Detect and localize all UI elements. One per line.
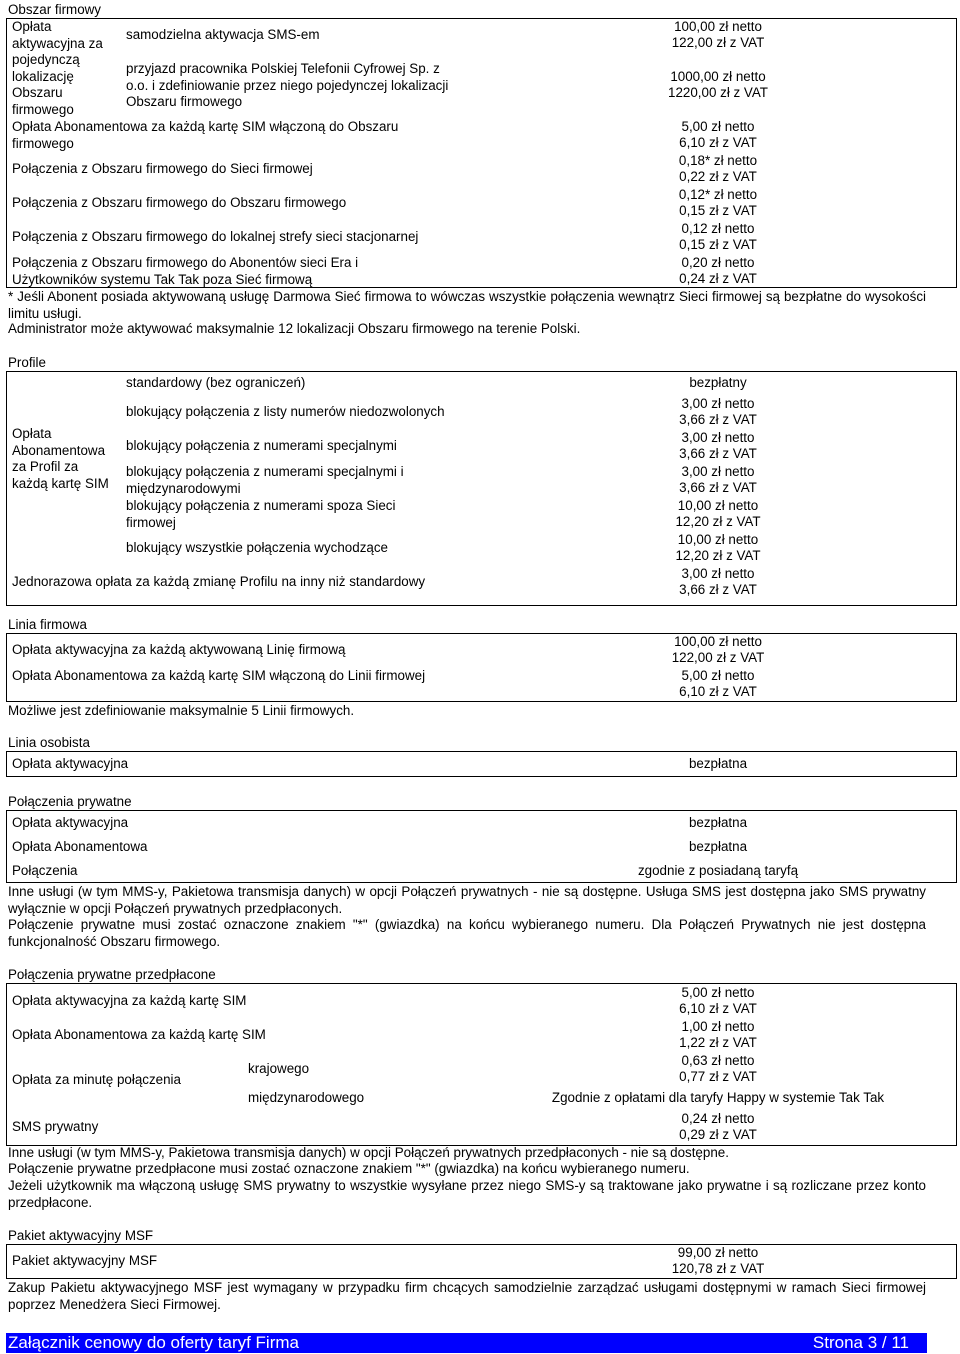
obszar-row-net: 5,00 zł netto [681,119,755,134]
footer-title: Załącznik cenowy do oferty taryf Firma [8,1333,299,1352]
profile-row-vat: 12,20 zł z VAT [675,514,761,529]
linia-firmowa-row-net: 5,00 zł netto [681,668,755,683]
prywatne-row-value: bezpłatna [688,815,748,830]
przedplacone-domestic-label: krajowego [248,1061,310,1076]
profile-row-net: bezpłatny [689,375,747,390]
section-title-linia-osobista: Linia osobista [8,735,90,750]
linia-firmowa-row-vat: 122,00 zł z VAT [671,650,765,665]
przedplacone-abon-label: Opłata Abonamentowa za każdą kartę SIM [12,1027,266,1042]
linia-firmowa-row-label: Opłata aktywacyjna za każdą aktywowaną Linię firmową [12,642,346,657]
obszar-activation-label: Opłata aktywacyjna za pojedynczą lokalizację Obszaru firmowego [12,19,103,117]
linia-firmowa-row-net: 100,00 zł netto [674,634,762,649]
msf-note: Zakup Pakietu aktywacyjnego MSF jest wymagany w przypadku firm chcących samodzielnie zarządzać usługami dostępnymi w ramach Sieci firmowej poprzez Menedżera Sieci Firmowej. [8,1280,926,1312]
obszar-row-vat: 0,24 zł z VAT [679,271,757,286]
obszar-worker-net: 1000,00 zł netto [670,69,766,84]
profile-row-vat: 12,20 zł z VAT [675,548,761,563]
profile-fee-label: Opłata Abonamentowa za Profil za każdą kartę SIM [12,426,109,491]
przedplacone-sms-vat: 0,29 zł z VAT [679,1127,757,1142]
footer-page-number: Strona 3 / 11 [812,1333,909,1352]
obszar-row-label: Połączenia z Obszaru firmowego do lokalnej strefy sieci stacjonarnej [12,229,419,244]
obszar-row-vat: 0,15 zł z VAT [679,237,757,252]
obszar-row-label: Połączenia z Obszaru firmowego do Abonentów sieci Era i Użytkowników systemu Tak Tak poza Sieć firmową [12,255,359,287]
profile-row-net: 10,00 zł netto [677,532,759,547]
profile-row-label: blokujący połączenia z numerami specjalnymi [126,438,397,453]
profile-row-label: blokujący wszystkie połączenia wychodzące [126,540,388,555]
profile-row-label: blokujący połączenia z numerami spoza Sieci firmowej [126,498,396,530]
section-title-profile: Profile [8,355,46,370]
profile-row-vat: 3,66 zł z VAT [679,412,757,427]
obszar-row-net: 0,12 zł netto [681,221,755,236]
obszar-sms-net: 100,00 zł netto [674,19,762,34]
przedplacone-abon-net: 1,00 zł netto [681,1019,755,1034]
profile-change-label: Jednorazowa opłata za każdą zmianę Profilu na inny niż standardowy [12,574,426,589]
prywatne-row-label: Opłata aktywacyjna [12,815,129,830]
msf-row-net: 99,00 zł netto [677,1245,759,1260]
obszar-row-label: Opłata Abonamentowa za każdą kartę SIM włączoną do Obszaru firmowego [12,119,399,151]
obszar-row-vat: 0,15 zł z VAT [679,203,757,218]
obszar-row-vat: 6,10 zł z VAT [679,135,757,150]
profile-change-vat: 3,66 zł z VAT [679,582,757,597]
przedplacone-note-asterisk: Połączenie prywatne przedpłacone musi zostać oznaczone znakiem "*" (gwiazdka) na końcu wybieranego numeru. [8,1161,690,1176]
przedplacone-sms-net: 0,24 zł netto [681,1111,755,1126]
prywatne-row-value: zgodnie z posiadaną taryfą [637,863,799,878]
profile-row-net: 10,00 zł netto [677,498,759,513]
profile-row-net: 3,00 zł netto [681,464,755,479]
obszar-row-label: Połączenia z Obszaru firmowego do Obszaru firmowego [12,195,347,210]
msf-row-label: Pakiet aktywacyjny MSF [12,1253,158,1268]
profile-change-net: 3,00 zł netto [681,566,755,581]
linia-firmowa-row-label: Opłata Abonamentowa za każdą kartę SIM włączoną do Linii firmowej [12,668,426,683]
linia-osobista-row-label: Opłata aktywacyjna [12,756,129,771]
linia-firmowa-note: Możliwe jest zdefiniowanie maksymalnie 5 Linii firmowych. [8,703,355,718]
profile-row-label: blokujący połączenia z listy numerów niedozwolonych [126,404,445,419]
page-footer [6,1333,927,1353]
obszar-note-darmowa: * Jeśli Abonent posiada aktywowaną usługę Darmowa Sieć firmowa to wówczas wszystkie połączenia wewnątrz Sieci firmowej są bezpłatne do wysokości limitu usługi. [8,289,926,321]
prywatne-row-label: Połączenia [12,863,78,878]
section-title-obszar: Obszar firmowy [8,2,102,17]
przedplacone-intl-label: międzynarodowego [248,1090,365,1105]
obszar-row-net: 0,20 zł netto [681,255,755,270]
obszar-sms-vat: 122,00 zł z VAT [671,35,765,50]
przedplacone-note-services: Inne usługi (w tym MMS-y, Pakietowa transmisja danych) w opcji Połączeń prywatnych przedpłaconych - nie są dostępne. [8,1145,729,1160]
linia-osobista-row-value: bezpłatna [688,756,748,771]
przedplacone-activation-vat: 6,10 zł z VAT [679,1001,757,1016]
section-title-msf: Pakiet aktywacyjny MSF [8,1228,154,1243]
przedplacone-sms-label: SMS prywatny [12,1119,99,1134]
obszar-row-net: 0,12* zł netto [678,187,758,202]
obszar-row-net: 0,18* zł netto [678,153,758,168]
profile-row-label: blokujący połączenia z numerami specjalnymi i międzynarodowymi [126,464,404,496]
profile-row-label: standardowy (bez ograniczeń) [126,375,306,390]
section-title-linia-firmowa: Linia firmowa [8,617,87,632]
obszar-row-vat: 0,22 zł z VAT [679,169,757,184]
przedplacone-activation-label: Opłata aktywacyjna za każdą kartę SIM [12,993,247,1008]
przedplacone-intl-value: Zgodnie z opłatami dla taryfy Happy w systemie Tak Tak [551,1090,885,1105]
obszar-sms-label: samodzielna aktywacja SMS-em [126,27,320,42]
przedplacone-domestic-vat: 0,77 zł z VAT [679,1069,757,1084]
profile-row-vat: 3,66 zł z VAT [679,446,757,461]
przedplacone-abon-vat: 1,22 zł z VAT [679,1035,757,1050]
prywatne-note-asterisk: Połączenie prywatne musi zostać oznaczone znakiem "*" (gwiazdka) na końcu wybieranego numeru. Dla Połączeń Prywatnych nie jest dostępna funkcjonalność Obszaru firmowego. [8,917,926,949]
obszar-note-admin: Administrator może aktywować maksymalnie 12 lokalizacji Obszaru firmowego na terenie Polski. [8,321,581,336]
section-title-prywatne: Połączenia prywatne [8,794,132,809]
przedplacone-minute-label: Opłata za minutę połączenia [12,1072,181,1087]
msf-row-vat: 120,78 zł z VAT [671,1261,765,1276]
przedplacone-note-sms: Jeżeli użytkownik ma włączoną usługę SMS prywatny to wszystkie wysyłane przez niego SMS-y są traktowane jako prywatne i są rozliczane przez konto przedpłacone. [8,1178,926,1210]
prywatne-row-value: bezpłatna [688,839,748,854]
przedplacone-activation-net: 5,00 zł netto [681,985,755,1000]
profile-row-net: 3,00 zł netto [681,430,755,445]
profile-row-net: 3,00 zł netto [681,396,755,411]
linia-firmowa-row-vat: 6,10 zł z VAT [679,684,757,699]
obszar-worker-vat: 1220,00 zł z VAT [668,85,768,100]
prywatne-row-label: Opłata Abonamentowa [12,839,148,854]
obszar-worker-label: przyjazd pracownika Polskiej Telefonii Cyfrowej Sp. z o.o. i zdefiniowanie przez niego pojedynczej lokalizacji Obszaru firmowego [126,61,449,109]
prywatne-note-services: Inne usługi (w tym MMS-y, Pakietowa transmisja danych) w opcji Połączeń prywatnych - nie są dostępne. Usługa SMS jest dostępna jako SMS prywatny wyłącznie w opcji Połączeń prywatnych przedpłaconych. [8,884,926,916]
przedplacone-domestic-net: 0,63 zł netto [681,1053,755,1068]
section-title-przedplacone: Połączenia prywatne przedpłacone [8,967,216,982]
obszar-row-label: Połączenia z Obszaru firmowego do Sieci firmowej [12,161,313,176]
profile-row-vat: 3,66 zł z VAT [679,480,757,495]
